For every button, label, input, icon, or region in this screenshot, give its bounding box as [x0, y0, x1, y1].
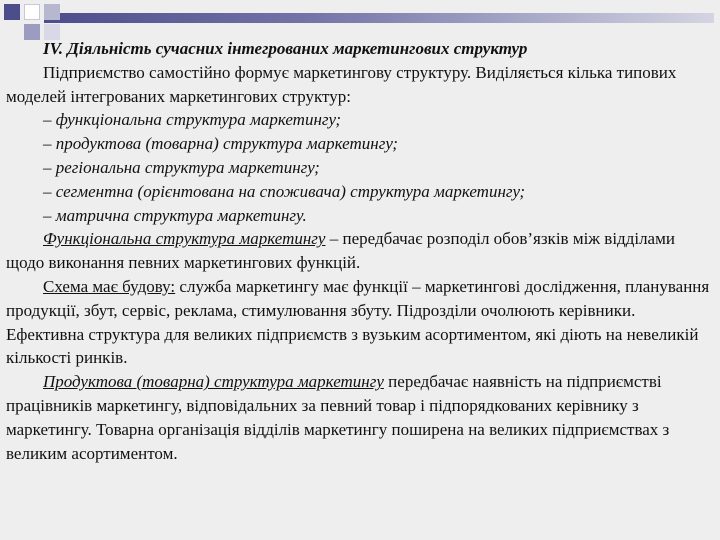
header-gradient-bar	[44, 13, 714, 23]
decor-square	[44, 4, 60, 20]
functional-term: Функціональна структура маркетингу	[43, 229, 326, 249]
intro-paragraph: Підприємство самостійно формує маркетингову структуру. Виділяється кілька типових моделей інтегрованих маркетингових структур:	[6, 62, 677, 106]
decor-square	[24, 4, 40, 20]
functional-paragraph	[6, 227, 712, 275]
decor-square	[4, 4, 20, 20]
scheme-text: служба маркетингу має функції – маркетингові дослідження, планування продукції, збут, сервіс, реклама, стимулювання збуту. Підрозділи очолюють керівники. Ефективна структура для великих підприємств з вузьким асортиментом, які діють на невеликій кількості ринків.	[6, 276, 710, 368]
model-list-item: – матрична структура маркетингу.	[43, 205, 307, 225]
scheme-paragraph	[6, 275, 712, 370]
slide-body	[6, 37, 712, 465]
product-paragraph	[6, 370, 712, 465]
scheme-term: Схема має будову:	[43, 276, 176, 296]
model-list-item: – продуктова (товарна) структура маркетингу;	[43, 134, 398, 154]
model-list-item: – регіональна структура маркетингу;	[43, 157, 320, 177]
model-list-item: – сегментна (орієнтована на споживача) структура маркетингу;	[43, 181, 526, 201]
slide-header-decoration	[0, 0, 720, 40]
functional-text: – передбачає розподіл обов’язків між відділами щодо виконання певних маркетингових функцій.	[6, 229, 675, 273]
product-text: передбачає наявність на підприємстві працівників маркетингу, відповідальних за певний товар і підпорядкованих керівнику з маркетингу. Товарна організація відділів маркетингу поширена на великих підприємствах з великим асортиментом.	[6, 372, 670, 463]
product-term: Продуктова (товарна) структура маркетингу	[43, 372, 384, 392]
model-list-item: – функціональна структура маркетингу;	[43, 110, 342, 130]
slide-heading: IV. Діяльність сучасних інтегрованих маркетингових структур	[43, 39, 528, 58]
